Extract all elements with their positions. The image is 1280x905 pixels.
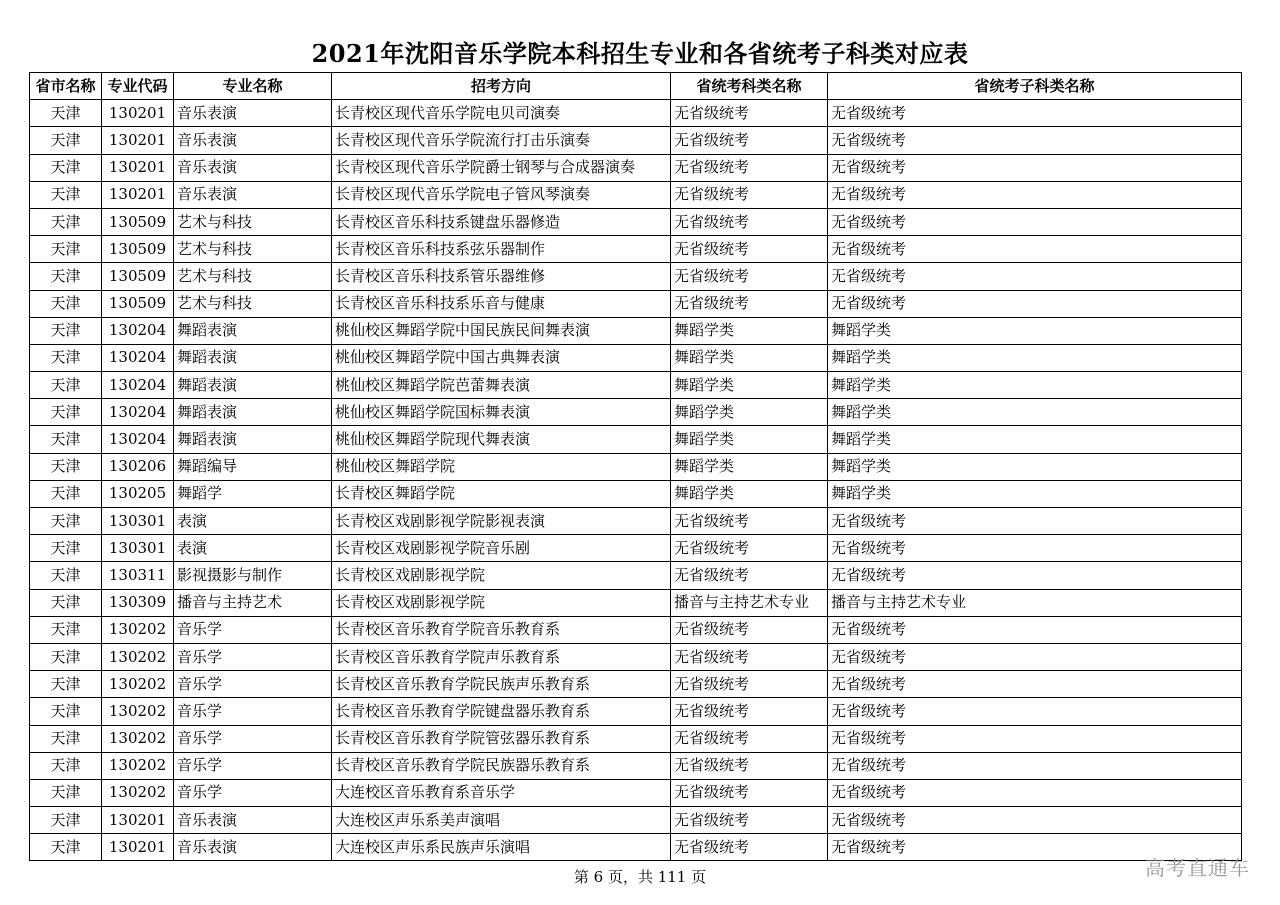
cell-major-name: 音乐表演 [174, 154, 332, 181]
cell-exam-category: 无省级统考 [671, 752, 828, 779]
cell-major-code: 130301 [102, 535, 174, 562]
cell-direction: 桃仙校区舞蹈学院现代舞表演 [332, 426, 671, 453]
cell-exam-subcategory: 无省级统考 [828, 508, 1242, 535]
cell-exam-category: 无省级统考 [671, 779, 828, 806]
cell-direction: 长青校区音乐教育学院管弦器乐教育系 [332, 725, 671, 752]
cell-direction: 桃仙校区舞蹈学院芭蕾舞表演 [332, 372, 671, 399]
cell-direction: 长青校区音乐教育学院键盘器乐教育系 [332, 698, 671, 725]
cell-province: 天津 [30, 643, 102, 670]
cell-exam-category: 无省级统考 [671, 698, 828, 725]
cell-direction: 大连校区声乐系民族声乐演唱 [332, 834, 671, 861]
cell-province: 天津 [30, 480, 102, 507]
cell-major-code: 130201 [102, 127, 174, 154]
table-row [30, 671, 1242, 698]
table-row [30, 779, 1242, 806]
cell-major-code: 130509 [102, 236, 174, 263]
cell-province: 天津 [30, 372, 102, 399]
cell-exam-category: 无省级统考 [671, 290, 828, 317]
cell-major-name: 音乐表演 [174, 834, 332, 861]
cell-direction: 长青校区现代音乐学院电子管风琴演奏 [332, 181, 671, 208]
cell-direction: 长青校区音乐教育学院民族声乐教育系 [332, 671, 671, 698]
cell-direction: 桃仙校区舞蹈学院 [332, 453, 671, 480]
cell-province: 天津 [30, 181, 102, 208]
cell-major-name: 音乐学 [174, 643, 332, 670]
cell-province: 天津 [30, 208, 102, 235]
cell-direction: 长青校区现代音乐学院爵士钢琴与合成器演奏 [332, 154, 671, 181]
cell-major-code: 130204 [102, 344, 174, 371]
cell-province: 天津 [30, 344, 102, 371]
cell-direction: 长青校区戏剧影视学院 [332, 589, 671, 616]
cell-exam-subcategory: 无省级统考 [828, 181, 1242, 208]
cell-exam-subcategory: 无省级统考 [828, 290, 1242, 317]
cell-exam-category: 无省级统考 [671, 154, 828, 181]
table-row [30, 807, 1242, 834]
table-row [30, 399, 1242, 426]
cell-exam-category: 无省级统考 [671, 807, 828, 834]
cell-major-name: 音乐表演 [174, 127, 332, 154]
cell-exam-category: 无省级统考 [671, 535, 828, 562]
cell-major-code: 130202 [102, 725, 174, 752]
cell-major-code: 130201 [102, 100, 174, 127]
cell-major-code: 130206 [102, 453, 174, 480]
page-number: 第 6 页，共 111 页 [573, 868, 707, 886]
cell-major-name: 舞蹈表演 [174, 399, 332, 426]
cell-province: 天津 [30, 752, 102, 779]
cell-direction: 桃仙校区舞蹈学院中国民族民间舞表演 [332, 317, 671, 344]
cell-exam-category: 无省级统考 [671, 263, 828, 290]
cell-major-code: 130205 [102, 480, 174, 507]
header-direction: 招考方向 [332, 73, 671, 100]
cell-direction: 长青校区现代音乐学院流行打击乐演奏 [332, 127, 671, 154]
cell-province: 天津 [30, 535, 102, 562]
cell-exam-subcategory: 无省级统考 [828, 779, 1242, 806]
admission-table [29, 72, 1242, 861]
cell-direction: 长青校区音乐科技系管乐器维修 [332, 263, 671, 290]
table-row [30, 480, 1242, 507]
cell-major-code: 130201 [102, 154, 174, 181]
cell-direction: 长青校区音乐教育学院音乐教育系 [332, 616, 671, 643]
cell-exam-subcategory: 无省级统考 [828, 725, 1242, 752]
cell-direction: 长青校区戏剧影视学院音乐剧 [332, 535, 671, 562]
cell-exam-category: 舞蹈学类 [671, 344, 828, 371]
table-row [30, 127, 1242, 154]
cell-province: 天津 [30, 426, 102, 453]
table-row [30, 426, 1242, 453]
cell-exam-subcategory: 舞蹈学类 [828, 372, 1242, 399]
cell-major-code: 130204 [102, 399, 174, 426]
cell-major-code: 130201 [102, 181, 174, 208]
cell-major-code: 130204 [102, 372, 174, 399]
cell-exam-subcategory: 无省级统考 [828, 236, 1242, 263]
cell-province: 天津 [30, 508, 102, 535]
cell-exam-category: 舞蹈学类 [671, 372, 828, 399]
cell-direction: 长青校区音乐科技系弦乐器制作 [332, 236, 671, 263]
table-row [30, 562, 1242, 589]
cell-province: 天津 [30, 725, 102, 752]
cell-major-code: 130204 [102, 317, 174, 344]
table-row [30, 100, 1242, 127]
cell-major-name: 表演 [174, 535, 332, 562]
table-row [30, 616, 1242, 643]
cell-province: 天津 [30, 290, 102, 317]
cell-exam-subcategory: 舞蹈学类 [828, 399, 1242, 426]
cell-major-code: 130202 [102, 643, 174, 670]
cell-exam-subcategory: 无省级统考 [828, 834, 1242, 861]
header-major-name: 专业名称 [174, 73, 332, 100]
cell-major-name: 艺术与科技 [174, 208, 332, 235]
cell-province: 天津 [30, 154, 102, 181]
table-row [30, 643, 1242, 670]
cell-exam-category: 无省级统考 [671, 725, 828, 752]
table-row [30, 236, 1242, 263]
table-row [30, 181, 1242, 208]
cell-exam-category: 无省级统考 [671, 616, 828, 643]
cell-exam-subcategory: 无省级统考 [828, 807, 1242, 834]
cell-direction: 长青校区音乐教育学院声乐教育系 [332, 643, 671, 670]
cell-exam-subcategory: 无省级统考 [828, 154, 1242, 181]
cell-direction: 长青校区音乐科技系键盘乐器修造 [332, 208, 671, 235]
cell-exam-subcategory: 无省级统考 [828, 643, 1242, 670]
cell-exam-category: 无省级统考 [671, 181, 828, 208]
cell-exam-category: 舞蹈学类 [671, 426, 828, 453]
cell-major-name: 艺术与科技 [174, 263, 332, 290]
cell-major-code: 130202 [102, 671, 174, 698]
cell-exam-category: 无省级统考 [671, 834, 828, 861]
cell-exam-subcategory: 无省级统考 [828, 752, 1242, 779]
cell-exam-subcategory: 无省级统考 [828, 208, 1242, 235]
cell-exam-subcategory: 无省级统考 [828, 616, 1242, 643]
cell-major-name: 音乐学 [174, 616, 332, 643]
cell-province: 天津 [30, 236, 102, 263]
header-province: 省市名称 [30, 73, 102, 100]
cell-major-name: 舞蹈表演 [174, 372, 332, 399]
cell-exam-category: 舞蹈学类 [671, 317, 828, 344]
cell-major-name: 舞蹈表演 [174, 426, 332, 453]
table-row [30, 208, 1242, 235]
cell-exam-subcategory: 舞蹈学类 [828, 344, 1242, 371]
cell-major-name: 音乐表演 [174, 100, 332, 127]
cell-major-name: 舞蹈编导 [174, 453, 332, 480]
cell-province: 天津 [30, 834, 102, 861]
table-row [30, 344, 1242, 371]
cell-exam-category: 无省级统考 [671, 671, 828, 698]
cell-major-code: 130509 [102, 290, 174, 317]
table-row [30, 453, 1242, 480]
cell-exam-subcategory: 舞蹈学类 [828, 453, 1242, 480]
cell-exam-category: 无省级统考 [671, 100, 828, 127]
cell-exam-subcategory: 无省级统考 [828, 671, 1242, 698]
cell-province: 天津 [30, 100, 102, 127]
cell-exam-subcategory: 舞蹈学类 [828, 480, 1242, 507]
cell-major-code: 130201 [102, 834, 174, 861]
cell-province: 天津 [30, 779, 102, 806]
cell-major-code: 130201 [102, 807, 174, 834]
cell-major-code: 130202 [102, 616, 174, 643]
cell-exam-subcategory: 无省级统考 [828, 562, 1242, 589]
cell-exam-subcategory: 无省级统考 [828, 535, 1242, 562]
cell-direction: 长青校区舞蹈学院 [332, 480, 671, 507]
cell-direction: 大连校区声乐系美声演唱 [332, 807, 671, 834]
cell-exam-subcategory: 播音与主持艺术专业 [828, 589, 1242, 616]
cell-major-name: 音乐表演 [174, 181, 332, 208]
cell-province: 天津 [30, 671, 102, 698]
cell-direction: 桃仙校区舞蹈学院国标舞表演 [332, 399, 671, 426]
cell-major-name: 音乐学 [174, 752, 332, 779]
cell-major-name: 舞蹈表演 [174, 317, 332, 344]
cell-major-code: 130309 [102, 589, 174, 616]
cell-exam-category: 无省级统考 [671, 208, 828, 235]
table-row [30, 535, 1242, 562]
table-row [30, 372, 1242, 399]
cell-major-name: 音乐学 [174, 779, 332, 806]
cell-major-name: 舞蹈表演 [174, 344, 332, 371]
cell-major-code: 130202 [102, 752, 174, 779]
cell-major-code: 130202 [102, 779, 174, 806]
cell-direction: 大连校区音乐教育系音乐学 [332, 779, 671, 806]
cell-province: 天津 [30, 616, 102, 643]
cell-major-name: 音乐学 [174, 671, 332, 698]
table-row [30, 589, 1242, 616]
table-row [30, 154, 1242, 181]
table-row [30, 290, 1242, 317]
cell-major-code: 130509 [102, 263, 174, 290]
cell-exam-category: 无省级统考 [671, 508, 828, 535]
document-title: 2021年沈阳音乐学院本科招生专业和各省统考子科类对应表 [311, 39, 969, 68]
cell-major-name: 表演 [174, 508, 332, 535]
cell-major-code: 130204 [102, 426, 174, 453]
cell-direction: 桃仙校区舞蹈学院中国古典舞表演 [332, 344, 671, 371]
cell-major-name: 影视摄影与制作 [174, 562, 332, 589]
cell-direction: 长青校区戏剧影视学院影视表演 [332, 508, 671, 535]
cell-major-name: 音乐表演 [174, 807, 332, 834]
header-exam-category: 省统考科类名称 [671, 73, 828, 100]
cell-province: 天津 [30, 698, 102, 725]
cell-direction: 长青校区戏剧影视学院 [332, 562, 671, 589]
cell-exam-category: 舞蹈学类 [671, 453, 828, 480]
cell-exam-subcategory: 无省级统考 [828, 127, 1242, 154]
watermark: 高考直通车 [1145, 856, 1250, 880]
cell-province: 天津 [30, 562, 102, 589]
cell-exam-subcategory: 舞蹈学类 [828, 426, 1242, 453]
cell-major-name: 舞蹈学 [174, 480, 332, 507]
cell-exam-category: 无省级统考 [671, 236, 828, 263]
cell-exam-category: 无省级统考 [671, 562, 828, 589]
table-row [30, 752, 1242, 779]
table-row [30, 834, 1242, 861]
table-row [30, 725, 1242, 752]
header-major-code: 专业代码 [102, 73, 174, 100]
cell-major-code: 130202 [102, 698, 174, 725]
cell-exam-category: 播音与主持艺术专业 [671, 589, 828, 616]
cell-exam-category: 无省级统考 [671, 643, 828, 670]
cell-exam-subcategory: 舞蹈学类 [828, 317, 1242, 344]
cell-major-code: 130509 [102, 208, 174, 235]
cell-major-code: 130311 [102, 562, 174, 589]
cell-direction: 长青校区音乐教育学院民族器乐教育系 [332, 752, 671, 779]
table-row [30, 317, 1242, 344]
cell-exam-subcategory: 无省级统考 [828, 698, 1242, 725]
cell-province: 天津 [30, 127, 102, 154]
cell-exam-subcategory: 无省级统考 [828, 263, 1242, 290]
cell-exam-category: 舞蹈学类 [671, 399, 828, 426]
table-row [30, 508, 1242, 535]
cell-major-name: 艺术与科技 [174, 290, 332, 317]
cell-exam-category: 无省级统考 [671, 127, 828, 154]
table-row [30, 698, 1242, 725]
cell-province: 天津 [30, 807, 102, 834]
cell-province: 天津 [30, 317, 102, 344]
cell-major-name: 艺术与科技 [174, 236, 332, 263]
cell-exam-category: 舞蹈学类 [671, 480, 828, 507]
cell-province: 天津 [30, 399, 102, 426]
cell-province: 天津 [30, 453, 102, 480]
cell-major-name: 音乐学 [174, 698, 332, 725]
header-exam-subcategory: 省统考子科类名称 [828, 73, 1242, 100]
cell-major-code: 130301 [102, 508, 174, 535]
table-header-row [30, 73, 1242, 100]
cell-major-name: 音乐学 [174, 725, 332, 752]
cell-direction: 长青校区现代音乐学院电贝司演奏 [332, 100, 671, 127]
cell-province: 天津 [30, 263, 102, 290]
cell-major-name: 播音与主持艺术 [174, 589, 332, 616]
cell-exam-subcategory: 无省级统考 [828, 100, 1242, 127]
cell-province: 天津 [30, 589, 102, 616]
cell-direction: 长青校区音乐科技系乐音与健康 [332, 290, 671, 317]
table-row [30, 263, 1242, 290]
